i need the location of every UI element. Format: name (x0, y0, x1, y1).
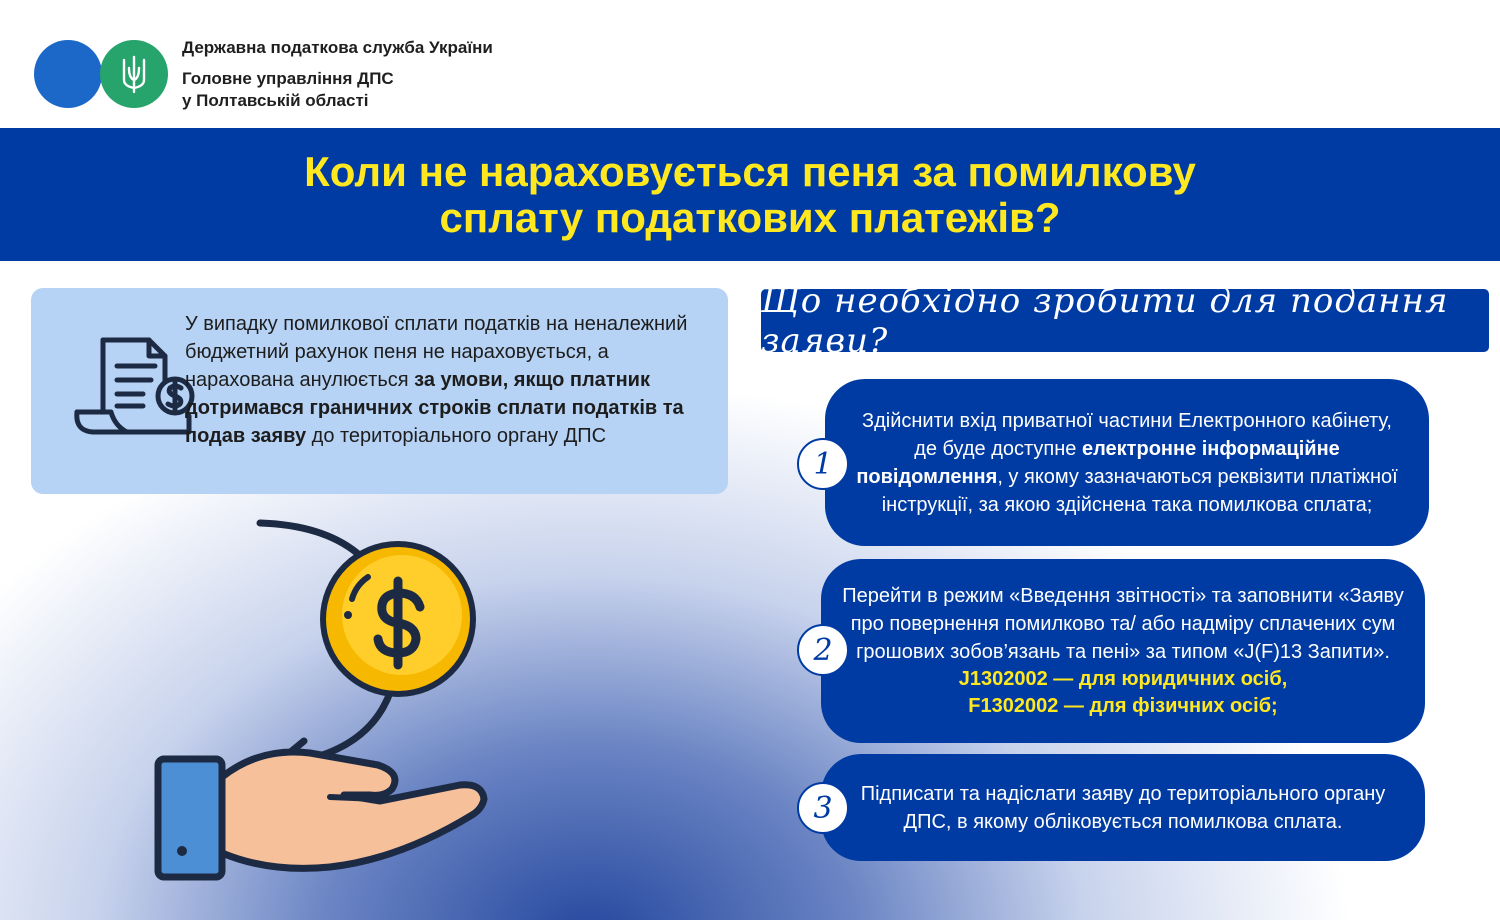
department-line-2: у Полтавській області (182, 91, 369, 110)
logo-blue-circle (34, 40, 102, 108)
page-title (304, 149, 1196, 241)
step-1-text-bold: електронне інформаційне повідомлення (856, 437, 1340, 488)
question-title: Що необхідно зробити для подання заяви? (761, 280, 1449, 361)
step-1-text-b: , у якому зазначаються реквізити платіжної інструкції, за якою здійснена така помилкова сплата; (881, 465, 1398, 516)
hand-icon (158, 752, 484, 877)
header (0, 0, 1500, 128)
page-title-line-1: Коли не нараховується пеня за помилкову (304, 147, 1196, 195)
trident-icon (120, 54, 148, 94)
logo-green-circle (100, 40, 168, 108)
info-text (185, 310, 715, 450)
step-2-code-legal: J1302002 — для юридичних осіб, (958, 668, 1288, 690)
step-2-number: 2 (797, 624, 849, 676)
page-title-line-2: сплату податкових платежів? (439, 193, 1061, 241)
question-banner (761, 280, 1489, 361)
department-name (182, 68, 394, 112)
step-2-code-individual: F1302002 — для фізичних осіб; (968, 695, 1278, 717)
info-text-bold: за умови, якщо платник дотримався граничних строків сплати податків та подав заяву (185, 369, 684, 447)
step-3-number: 3 (797, 782, 849, 834)
info-box (31, 288, 728, 494)
info-text-end: до територіального органу ДПС (306, 425, 607, 447)
step-3-box (821, 754, 1425, 861)
step-1-text (851, 407, 1403, 519)
step-2-box (821, 559, 1425, 743)
department-line-1: Головне управління ДПС (182, 69, 394, 88)
step-2-text: Перейти в режим «Введення звітності» та заповнити «Заяву про повернення помилково та/ або надміру сплачених сум грошових зобов’язань та пені» за типом «J(F)13 Запити». (842, 585, 1404, 663)
org-name: Державна податкова служба України (182, 38, 493, 57)
coin-dollar-icon (320, 541, 476, 697)
document-dollar-icon (71, 336, 196, 436)
step-1-text-a: Здійснити вхід приватної частини Електронного кабінету, де буде доступне (862, 409, 1392, 460)
info-text-normal: У випадку помилкової сплати податків на неналежний бюджетний рахунок пеня не нараховується, а нарахована анулюється (185, 313, 688, 391)
step-3-text: Підписати та надіслати заяву до територіального органу ДПС, в якому обліковується помилкова сплата. (860, 782, 1386, 833)
step-1-number: 1 (797, 438, 849, 490)
step-1-box (825, 379, 1429, 546)
title-banner (0, 128, 1500, 261)
illustration (140, 515, 530, 895)
